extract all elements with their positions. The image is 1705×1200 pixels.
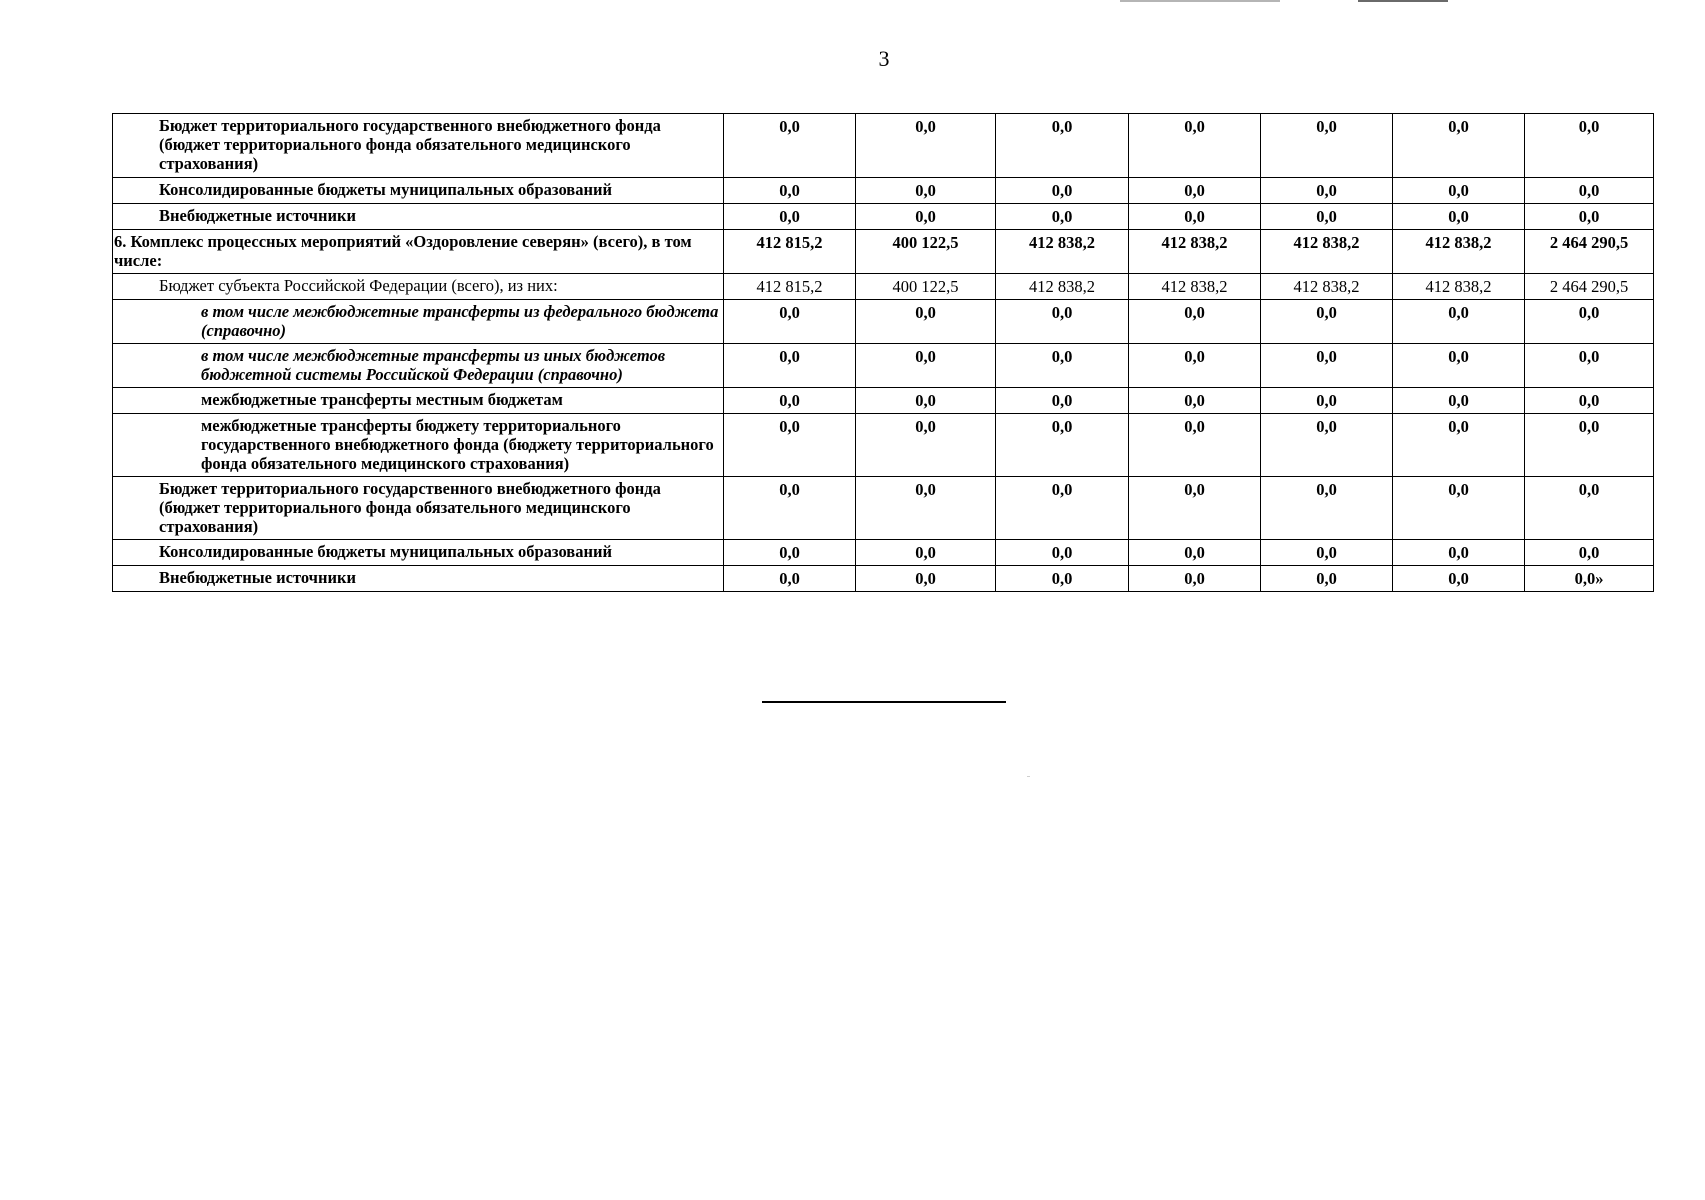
value-cell: 0,0	[1129, 477, 1261, 540]
row-label: Бюджет территориального государственного внебюджетного фонда (бюджет территориального фонда обязательного медицинского страхования)	[113, 114, 724, 178]
table-row	[113, 274, 1654, 300]
value-cell: 0,0	[996, 566, 1129, 592]
value-cell: 400 122,5	[856, 230, 996, 274]
table-row	[113, 477, 1654, 540]
top-mark-faint	[1120, 0, 1280, 2]
value-cell: 412 838,2	[996, 274, 1129, 300]
value-cell: 0,0	[1261, 204, 1393, 230]
value-cell: 0,0	[1129, 414, 1261, 477]
row-label: Бюджет территориального государственного внебюджетного фонда (бюджет территориального фонда обязательного медицинского страхования)	[113, 477, 724, 540]
value-cell: 0,0	[996, 477, 1129, 540]
value-cell: 0,0	[1525, 204, 1654, 230]
value-cell: 0,0	[996, 114, 1129, 178]
value-cell: 0,0	[1129, 540, 1261, 566]
value-cell: 412 838,2	[1129, 230, 1261, 274]
row-label: Внебюджетные источники	[113, 204, 724, 230]
value-cell: 400 122,5	[856, 274, 996, 300]
value-cell: 0,0	[1261, 566, 1393, 592]
closing-divider	[762, 701, 1006, 703]
table-row	[113, 566, 1654, 592]
value-cell: 0,0	[1525, 388, 1654, 414]
value-cell: 0,0	[1261, 477, 1393, 540]
value-cell: 0,0	[1525, 344, 1654, 388]
value-cell: 0,0	[996, 540, 1129, 566]
row-label: межбюджетные трансферты бюджету территориального государственного внебюджетного фонда (бюджету территориального фонда обязательного медицинского страхования)	[113, 414, 724, 477]
top-edge-marks	[1120, 0, 1450, 4]
value-cell: 0,0	[1393, 178, 1525, 204]
value-cell: 0,0	[1129, 204, 1261, 230]
row-label: в том числе межбюджетные трансферты из иных бюджетов бюджетной системы Российской Федерации (справочно)	[113, 344, 724, 388]
table-row	[113, 300, 1654, 344]
value-cell: 0,0	[856, 300, 996, 344]
value-cell: 0,0	[724, 114, 856, 178]
value-cell: 0,0	[996, 178, 1129, 204]
value-cell: 0,0	[1525, 300, 1654, 344]
table-row	[113, 178, 1654, 204]
value-cell: 0,0»	[1525, 566, 1654, 592]
value-cell: 412 838,2	[1261, 274, 1393, 300]
row-label: межбюджетные трансферты местным бюджетам	[113, 388, 724, 414]
value-cell: 0,0	[856, 344, 996, 388]
table-row	[113, 204, 1654, 230]
value-cell: 412 815,2	[724, 274, 856, 300]
value-cell: 0,0	[1261, 540, 1393, 566]
value-cell: 0,0	[1261, 344, 1393, 388]
value-cell: 0,0	[1393, 566, 1525, 592]
value-cell: 2 464 290,5	[1525, 230, 1654, 274]
value-cell: 0,0	[996, 388, 1129, 414]
value-cell: 0,0	[996, 344, 1129, 388]
value-cell: 0,0	[1129, 300, 1261, 344]
table-row-section-total	[113, 230, 1654, 274]
value-cell: 0,0	[996, 204, 1129, 230]
value-cell: 0,0	[1393, 204, 1525, 230]
value-cell: 0,0	[856, 388, 996, 414]
value-cell: 0,0	[1393, 114, 1525, 178]
value-cell: 0,0	[1393, 540, 1525, 566]
value-cell: 0,0	[1261, 300, 1393, 344]
value-cell: 412 815,2	[724, 230, 856, 274]
value-cell: 0,0	[856, 178, 996, 204]
value-cell: 0,0	[996, 414, 1129, 477]
value-cell: 0,0	[1261, 178, 1393, 204]
row-label: в том числе межбюджетные трансферты из федерального бюджета (справочно)	[113, 300, 724, 344]
value-cell: 0,0	[1393, 300, 1525, 344]
section-title: 6. Комплекс процессных мероприятий «Оздоровление северян» (всего), в том числе:	[113, 230, 724, 274]
top-mark-dark	[1358, 0, 1448, 2]
value-cell: 0,0	[1393, 414, 1525, 477]
value-cell: 0,0	[856, 414, 996, 477]
table-row	[113, 344, 1654, 388]
scan-speck	[1027, 776, 1030, 777]
page-number: 3	[878, 46, 890, 71]
value-cell: 0,0	[996, 300, 1129, 344]
value-cell: 0,0	[1261, 388, 1393, 414]
value-cell: 0,0	[1393, 344, 1525, 388]
value-cell: 0,0	[1129, 566, 1261, 592]
value-cell: 0,0	[1129, 114, 1261, 178]
value-cell: 0,0	[1525, 178, 1654, 204]
value-cell: 0,0	[1525, 540, 1654, 566]
table-row	[113, 540, 1654, 566]
value-cell: 0,0	[856, 540, 996, 566]
value-cell: 0,0	[1525, 414, 1654, 477]
value-cell: 0,0	[1261, 114, 1393, 178]
value-cell: 0,0	[724, 414, 856, 477]
value-cell: 0,0	[724, 204, 856, 230]
value-cell: 0,0	[724, 300, 856, 344]
budget-table	[112, 113, 1654, 592]
value-cell: 0,0	[1129, 178, 1261, 204]
value-cell: 0,0	[1525, 477, 1654, 540]
value-cell: 2 464 290,5	[1525, 274, 1654, 300]
value-cell: 0,0	[1129, 344, 1261, 388]
value-cell: 412 838,2	[1129, 274, 1261, 300]
value-cell: 0,0	[1525, 114, 1654, 178]
value-cell: 412 838,2	[1393, 230, 1525, 274]
value-cell: 0,0	[724, 540, 856, 566]
value-cell: 0,0	[856, 204, 996, 230]
row-label: Внебюджетные источники	[113, 566, 724, 592]
value-cell: 0,0	[1261, 414, 1393, 477]
table-row	[113, 388, 1654, 414]
value-cell: 0,0	[856, 566, 996, 592]
row-label: Бюджет субъекта Российской Федерации (всего), из них:	[113, 274, 724, 300]
value-cell: 0,0	[724, 477, 856, 540]
table-row	[113, 114, 1654, 178]
value-cell: 0,0	[724, 178, 856, 204]
value-cell: 0,0	[724, 344, 856, 388]
value-cell: 0,0	[856, 477, 996, 540]
value-cell: 0,0	[1393, 388, 1525, 414]
value-cell: 412 838,2	[1393, 274, 1525, 300]
value-cell: 0,0	[856, 114, 996, 178]
value-cell: 0,0	[1393, 477, 1525, 540]
value-cell: 0,0	[1129, 388, 1261, 414]
value-cell: 0,0	[724, 388, 856, 414]
value-cell: 0,0	[724, 566, 856, 592]
row-label: Консолидированные бюджеты муниципальных образований	[113, 540, 724, 566]
row-label: Консолидированные бюджеты муниципальных образований	[113, 178, 724, 204]
table-row	[113, 414, 1654, 477]
value-cell: 412 838,2	[996, 230, 1129, 274]
value-cell: 412 838,2	[1261, 230, 1393, 274]
